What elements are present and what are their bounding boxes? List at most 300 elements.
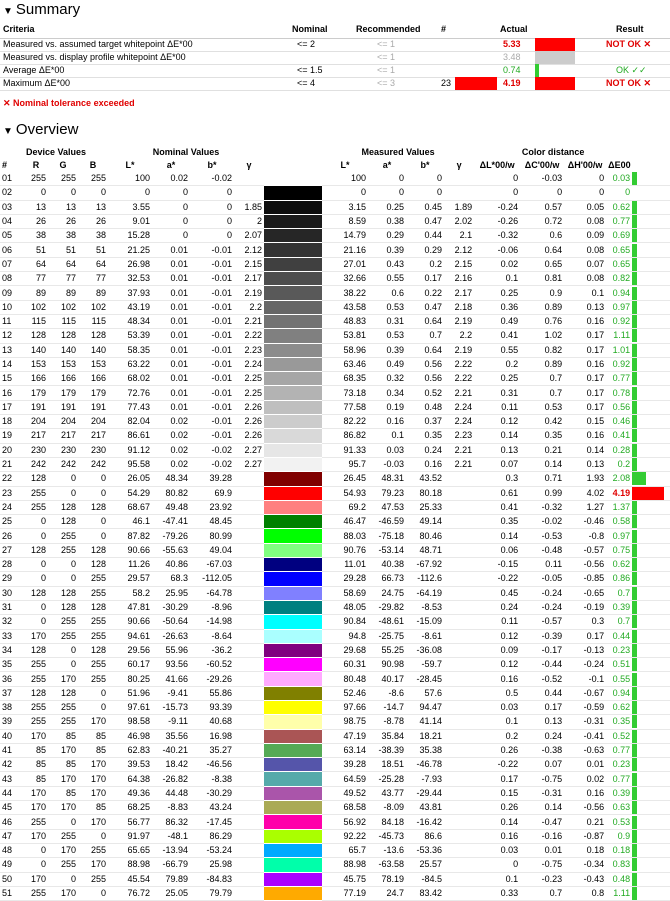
delta-e-bar bbox=[632, 887, 637, 900]
delta-h-cell: -0.43 bbox=[564, 872, 606, 886]
nominal-a-cell: -79.26 bbox=[152, 529, 190, 543]
color-swatch-cell bbox=[264, 658, 322, 672]
color-swatch bbox=[264, 215, 322, 228]
measured-b-cell: 0.64 bbox=[406, 343, 444, 357]
b-cell: 140 bbox=[78, 343, 108, 357]
criteria-label: Measured vs. display profile whitepoint ΔE*00 bbox=[3, 52, 186, 62]
nominal-gamma-cell bbox=[234, 472, 264, 486]
color-swatch bbox=[264, 243, 322, 256]
measured-a-cell: 48.31 bbox=[368, 472, 406, 486]
delta-c-cell: 0.6 bbox=[520, 229, 564, 243]
r-cell: 255 bbox=[24, 658, 48, 672]
b-cell: 191 bbox=[78, 400, 108, 414]
delta-e-bar-cell bbox=[632, 400, 670, 414]
delta-c-cell: 0.89 bbox=[520, 357, 564, 371]
nominal-l-cell: 94.61 bbox=[108, 629, 152, 643]
nominal-gamma-cell: 2.21 bbox=[234, 314, 264, 328]
result-value: NOT OK ✕ bbox=[606, 39, 652, 49]
delta-e-cell: 1.11 bbox=[606, 886, 632, 900]
color-swatch bbox=[264, 544, 322, 557]
nominal-l-cell: 65.65 bbox=[108, 843, 152, 857]
color-swatch bbox=[264, 301, 322, 314]
delta-c-cell: -0.31 bbox=[520, 786, 564, 800]
delta-l-cell: -0.22 bbox=[474, 758, 520, 772]
color-swatch bbox=[264, 501, 322, 514]
measured-b-cell: -28.45 bbox=[406, 672, 444, 686]
delta-e-bar bbox=[632, 844, 637, 857]
nominal-l-cell: 90.66 bbox=[108, 615, 152, 629]
delta-l-cell: 0.2 bbox=[474, 729, 520, 743]
nominal-a-cell: 79.89 bbox=[152, 872, 190, 886]
g-cell: 255 bbox=[48, 172, 78, 186]
measured-gamma-cell bbox=[444, 829, 474, 843]
delta-c-cell: 1.02 bbox=[520, 329, 564, 343]
measured-gamma-cell: 2.19 bbox=[444, 343, 474, 357]
measured-gamma-cell: 2.21 bbox=[444, 457, 474, 471]
nominal-b-cell: -30.29 bbox=[190, 786, 234, 800]
collapse-triangle-icon[interactable]: ▼ bbox=[3, 126, 13, 137]
table-row bbox=[0, 500, 670, 514]
r-cell: 85 bbox=[24, 758, 48, 772]
table-row bbox=[0, 357, 670, 371]
delta-e-bar bbox=[632, 587, 637, 600]
measured-b-cell: -67.92 bbox=[406, 558, 444, 572]
table-row bbox=[0, 486, 670, 500]
delta-e-bar-cell bbox=[632, 200, 670, 214]
delta-h-cell: 0 bbox=[564, 186, 606, 200]
patch-index: 12 bbox=[0, 329, 24, 343]
measured-l-cell: 60.31 bbox=[322, 658, 368, 672]
measured-a-cell: 0 bbox=[368, 186, 406, 200]
nominal-a-cell: -9.41 bbox=[152, 686, 190, 700]
table-row bbox=[0, 643, 670, 657]
table-row bbox=[0, 386, 670, 400]
delta-h-cell: -0.34 bbox=[564, 858, 606, 872]
nominal-a-cell: 80.82 bbox=[152, 486, 190, 500]
delta-h-column-header[interactable]: ΔH'00/w bbox=[567, 160, 603, 170]
table-row bbox=[0, 629, 670, 643]
measured-l-cell: 8.59 bbox=[322, 214, 368, 228]
delta-e-cell: 0.62 bbox=[606, 558, 632, 572]
delta-e-bar-column-header[interactable] bbox=[632, 159, 670, 172]
color-swatch-cell bbox=[264, 229, 322, 243]
measured-gamma-cell bbox=[444, 858, 474, 872]
r-cell: 128 bbox=[24, 643, 48, 657]
measured-gamma-cell bbox=[444, 643, 474, 657]
table-row bbox=[0, 229, 670, 243]
r-cell: 217 bbox=[24, 429, 48, 443]
delta-e-bar-cell bbox=[632, 486, 670, 500]
overview-table bbox=[0, 146, 670, 901]
nominal-a-cell: 44.48 bbox=[152, 786, 190, 800]
delta-e-bar-cell bbox=[632, 829, 670, 843]
actual-bar bbox=[535, 38, 575, 51]
color-swatch bbox=[264, 429, 322, 442]
nominal-gamma-cell: 2.2 bbox=[234, 300, 264, 314]
delta-e-bar bbox=[632, 444, 637, 457]
measured-gamma-cell bbox=[444, 472, 474, 486]
delta-e-bar bbox=[632, 873, 637, 886]
delta-l-cell: 0.55 bbox=[474, 343, 520, 357]
nominal-l-cell: 62.83 bbox=[108, 743, 152, 757]
measured-b-cell: 0.35 bbox=[406, 429, 444, 443]
b-column-header[interactable]: B bbox=[89, 160, 97, 170]
color-swatch bbox=[264, 801, 322, 814]
delta-e-cell: 0.53 bbox=[606, 815, 632, 829]
measured-a-cell: 0.53 bbox=[368, 300, 406, 314]
nominal-l-cell: 53.39 bbox=[108, 329, 152, 343]
measured-b-cell: 0.29 bbox=[406, 243, 444, 257]
color-distance-header: Color distance bbox=[521, 147, 585, 157]
delta-c-cell: -0.75 bbox=[520, 858, 564, 872]
measured-gamma-column-header[interactable]: γ bbox=[456, 160, 462, 170]
delta-e-bar bbox=[632, 372, 637, 385]
measured-l-cell: 0 bbox=[322, 186, 368, 200]
nominal-a-cell: 0 bbox=[152, 214, 190, 228]
color-swatch bbox=[264, 186, 322, 199]
measured-l-cell: 77.19 bbox=[322, 886, 368, 900]
color-swatch-cell bbox=[264, 586, 322, 600]
color-swatch-cell bbox=[264, 600, 322, 614]
table-row bbox=[0, 257, 670, 271]
nominal-b-cell: -112.05 bbox=[190, 572, 234, 586]
delta-e-cell: 0.69 bbox=[606, 229, 632, 243]
table-row bbox=[0, 658, 670, 672]
nominal-a-cell: 86.32 bbox=[152, 815, 190, 829]
g-cell: 255 bbox=[48, 529, 78, 543]
delta-h-cell: -0.59 bbox=[564, 700, 606, 714]
nominal-gamma-cell bbox=[234, 586, 264, 600]
table-row bbox=[0, 558, 670, 572]
r-column-header[interactable]: R bbox=[32, 160, 40, 170]
delta-e-bar bbox=[632, 301, 637, 314]
patch-index: 09 bbox=[0, 286, 24, 300]
measured-gamma-cell bbox=[444, 872, 474, 886]
nominal-b-cell: -17.45 bbox=[190, 815, 234, 829]
color-swatch bbox=[264, 401, 322, 414]
overview-heading[interactable] bbox=[0, 120, 78, 140]
nominal-a-cell: -26.82 bbox=[152, 772, 190, 786]
nominal-b-cell: -8.38 bbox=[190, 772, 234, 786]
delta-l-cell: 0.25 bbox=[474, 372, 520, 386]
color-swatch bbox=[264, 772, 322, 785]
g-cell: 255 bbox=[48, 829, 78, 843]
measured-a-column-header[interactable]: a* bbox=[382, 160, 392, 170]
nominal-b-column-header[interactable]: b* bbox=[207, 160, 217, 170]
measured-l-cell: 29.68 bbox=[322, 643, 368, 657]
g-cell: 140 bbox=[48, 343, 78, 357]
g-column-header[interactable]: G bbox=[59, 160, 67, 170]
measured-l-cell: 86.82 bbox=[322, 429, 368, 443]
measured-a-cell: 40.17 bbox=[368, 672, 406, 686]
table-row bbox=[0, 372, 670, 386]
measured-gamma-cell bbox=[444, 615, 474, 629]
delta-l-cell: 0.12 bbox=[474, 629, 520, 643]
measured-b-cell: 0.45 bbox=[406, 200, 444, 214]
nominal-l-cell: 77.43 bbox=[108, 400, 152, 414]
tolerance-warning: ✕ Nominal tolerance exceeded bbox=[3, 98, 135, 108]
delta-c-cell: -0.24 bbox=[520, 600, 564, 614]
color-swatch-cell bbox=[264, 572, 322, 586]
color-swatch bbox=[264, 286, 322, 299]
patch-index: 45 bbox=[0, 801, 24, 815]
nominal-a-cell: -9.11 bbox=[152, 715, 190, 729]
nominal-a-cell: 0.02 bbox=[152, 443, 190, 457]
table-row bbox=[0, 300, 670, 314]
g-cell: 0 bbox=[48, 186, 78, 200]
b-cell: 170 bbox=[78, 815, 108, 829]
r-cell: 26 bbox=[24, 214, 48, 228]
delta-h-cell: -0.85 bbox=[564, 572, 606, 586]
nominal-a-cell: 0.02 bbox=[152, 172, 190, 186]
delta-e-bar bbox=[632, 744, 637, 757]
r-cell: 77 bbox=[24, 272, 48, 286]
delta-c-cell: -0.38 bbox=[520, 743, 564, 757]
measured-b-cell: -8.61 bbox=[406, 629, 444, 643]
nominal-a-cell: 40.86 bbox=[152, 558, 190, 572]
actual-bar bbox=[535, 77, 575, 90]
patch-index: 03 bbox=[0, 200, 24, 214]
nominal-gamma-cell bbox=[234, 886, 264, 900]
patch-index: 02 bbox=[0, 186, 24, 200]
collapse-triangle-icon[interactable]: ▼ bbox=[3, 6, 13, 17]
measured-b-column-header[interactable]: b* bbox=[420, 160, 430, 170]
color-swatch-cell bbox=[264, 629, 322, 643]
delta-c-cell: 0.14 bbox=[520, 457, 564, 471]
r-cell: 255 bbox=[24, 700, 48, 714]
criteria-label: Maximum ΔE*00 bbox=[3, 78, 71, 88]
nominal-l-column-header[interactable]: L* bbox=[125, 160, 135, 170]
delta-e-bar bbox=[632, 201, 637, 214]
patch-index: 06 bbox=[0, 243, 24, 257]
table-row bbox=[0, 329, 670, 343]
measured-l-cell: 88.98 bbox=[322, 858, 368, 872]
measured-l-cell: 65.7 bbox=[322, 843, 368, 857]
r-cell: 0 bbox=[24, 615, 48, 629]
table-row bbox=[0, 172, 670, 186]
nominal-a-cell: -48.1 bbox=[152, 829, 190, 843]
nominal-b-cell: 48.45 bbox=[190, 515, 234, 529]
nominal-a-column-header[interactable]: a* bbox=[166, 160, 176, 170]
delta-l-cell: 0.1 bbox=[474, 872, 520, 886]
delta-e-bar-cell bbox=[632, 586, 670, 600]
delta-e-cell: 0.46 bbox=[606, 415, 632, 429]
patch-index: 04 bbox=[0, 214, 24, 228]
measured-a-cell: 24.7 bbox=[368, 886, 406, 900]
g-cell: 128 bbox=[48, 515, 78, 529]
delta-c-column-header[interactable]: ΔC'00/w bbox=[524, 160, 560, 170]
color-swatch bbox=[264, 873, 322, 886]
summary-heading[interactable] bbox=[0, 0, 80, 20]
nominal-b-cell: -8.96 bbox=[190, 600, 234, 614]
g-cell: 128 bbox=[48, 686, 78, 700]
nominal-a-cell: 0.01 bbox=[152, 314, 190, 328]
r-cell: 85 bbox=[24, 772, 48, 786]
delta-e-cell: 0.52 bbox=[606, 729, 632, 743]
delta-e-cell: 0.51 bbox=[606, 658, 632, 672]
delta-e-bar-cell bbox=[632, 815, 670, 829]
count-header: # bbox=[441, 24, 447, 34]
color-swatch bbox=[264, 658, 322, 671]
measured-a-cell: 0.53 bbox=[368, 329, 406, 343]
delta-l-cell: 0.09 bbox=[474, 643, 520, 657]
nominal-l-cell: 29.57 bbox=[108, 572, 152, 586]
b-cell: 255 bbox=[78, 572, 108, 586]
delta-e-cell: 0.97 bbox=[606, 300, 632, 314]
delta-l-column-header[interactable]: ΔL*00/w bbox=[479, 160, 515, 170]
nominal-a-cell: 93.56 bbox=[152, 658, 190, 672]
delta-h-cell: 0.16 bbox=[564, 786, 606, 800]
color-swatch bbox=[264, 601, 322, 614]
measured-a-cell: 0.49 bbox=[368, 357, 406, 371]
delta-e-cell: 0.94 bbox=[606, 686, 632, 700]
nominal-a-cell: 25.95 bbox=[152, 586, 190, 600]
delta-e-bar-cell bbox=[632, 572, 670, 586]
measured-gamma-cell bbox=[444, 686, 474, 700]
color-swatch bbox=[264, 630, 322, 643]
nominal-l-cell: 32.53 bbox=[108, 272, 152, 286]
measured-l-cell: 27.01 bbox=[322, 257, 368, 271]
table-row bbox=[0, 829, 670, 843]
nominal-b-cell: 49.04 bbox=[190, 543, 234, 557]
measured-b-cell: 0.24 bbox=[406, 443, 444, 457]
summary-row bbox=[0, 77, 670, 91]
color-swatch-cell bbox=[264, 772, 322, 786]
measured-gamma-cell: 2.02 bbox=[444, 214, 474, 228]
color-swatch bbox=[264, 487, 322, 500]
measured-l-column-header[interactable]: L* bbox=[340, 160, 350, 170]
delta-l-cell: 0.41 bbox=[474, 329, 520, 343]
g-cell: 128 bbox=[48, 586, 78, 600]
measured-gamma-cell bbox=[444, 801, 474, 815]
r-cell: 128 bbox=[24, 586, 48, 600]
measured-b-cell: -36.08 bbox=[406, 643, 444, 657]
delta-e-bar bbox=[632, 558, 637, 571]
color-swatch-cell bbox=[264, 886, 322, 900]
delta-e-bar-cell bbox=[632, 858, 670, 872]
nominal-gamma-cell bbox=[234, 801, 264, 815]
delta-l-cell: 0.13 bbox=[474, 443, 520, 457]
delta-e-cell: 0.03 bbox=[606, 172, 632, 186]
measured-gamma-cell bbox=[444, 629, 474, 643]
measured-gamma-cell bbox=[444, 715, 474, 729]
nominal-a-cell: -66.79 bbox=[152, 858, 190, 872]
nominal-b-cell: -0.02 bbox=[190, 457, 234, 471]
g-cell: 85 bbox=[48, 786, 78, 800]
color-swatch-cell bbox=[264, 272, 322, 286]
b-cell: 170 bbox=[78, 772, 108, 786]
color-swatch-cell bbox=[264, 329, 322, 343]
delta-l-cell: 0.12 bbox=[474, 658, 520, 672]
measured-l-cell: 45.75 bbox=[322, 872, 368, 886]
r-cell: 0 bbox=[24, 843, 48, 857]
delta-e-bar-cell bbox=[632, 372, 670, 386]
color-swatch-cell bbox=[264, 715, 322, 729]
measured-l-cell: 69.2 bbox=[322, 500, 368, 514]
delta-l-cell: 0.1 bbox=[474, 272, 520, 286]
delta-h-cell: -0.41 bbox=[564, 729, 606, 743]
nominal-gamma-column-header[interactable]: γ bbox=[246, 160, 252, 170]
table-row bbox=[0, 672, 670, 686]
b-cell: 0 bbox=[78, 472, 108, 486]
patch-index: 10 bbox=[0, 300, 24, 314]
delta-l-cell: 0.03 bbox=[474, 700, 520, 714]
measured-a-cell: -46.59 bbox=[368, 515, 406, 529]
delta-c-cell: 0.53 bbox=[520, 400, 564, 414]
patch-index: 48 bbox=[0, 843, 24, 857]
delta-e-bar bbox=[632, 830, 637, 843]
delta-c-cell: 0.99 bbox=[520, 486, 564, 500]
delta-e-cell: 0.58 bbox=[606, 515, 632, 529]
nominal-l-cell: 11.26 bbox=[108, 558, 152, 572]
g-cell: 242 bbox=[48, 457, 78, 471]
measured-b-cell: 43.81 bbox=[406, 801, 444, 815]
delta-c-cell: 0.76 bbox=[520, 314, 564, 328]
table-row bbox=[0, 686, 670, 700]
nominal-a-cell: 0.01 bbox=[152, 329, 190, 343]
delta-h-cell: -0.63 bbox=[564, 743, 606, 757]
swatch-column-header[interactable] bbox=[264, 159, 322, 172]
b-cell: 0 bbox=[78, 186, 108, 200]
delta-e-cell: 0.86 bbox=[606, 572, 632, 586]
table-row bbox=[0, 457, 670, 471]
delta-e-bar bbox=[632, 401, 637, 414]
delta-h-cell: 0.13 bbox=[564, 300, 606, 314]
delta-c-cell: 0.17 bbox=[520, 700, 564, 714]
color-swatch bbox=[264, 329, 322, 342]
delta-h-cell: 0 bbox=[564, 172, 606, 186]
nominal-l-cell: 45.54 bbox=[108, 872, 152, 886]
b-cell: 217 bbox=[78, 429, 108, 443]
measured-a-cell: 55.25 bbox=[368, 643, 406, 657]
b-cell: 13 bbox=[78, 200, 108, 214]
nominal-gamma-cell bbox=[234, 529, 264, 543]
nominal-l-cell: 76.72 bbox=[108, 886, 152, 900]
b-cell: 128 bbox=[78, 558, 108, 572]
color-swatch bbox=[264, 358, 322, 371]
delta-c-cell: 0.72 bbox=[520, 214, 564, 228]
delta-h-cell: 1.27 bbox=[564, 500, 606, 514]
color-swatch bbox=[264, 887, 322, 900]
r-cell: 0 bbox=[24, 529, 48, 543]
color-swatch-cell bbox=[264, 257, 322, 271]
color-swatch-cell bbox=[264, 743, 322, 757]
g-cell: 255 bbox=[48, 629, 78, 643]
measured-gamma-cell bbox=[444, 658, 474, 672]
color-swatch bbox=[264, 730, 322, 743]
delta-l-cell: 0 bbox=[474, 172, 520, 186]
delta-e-column-header[interactable]: ΔE00 bbox=[608, 160, 631, 170]
nominal-a-cell: -55.63 bbox=[152, 543, 190, 557]
actual-value: 3.48 bbox=[503, 52, 521, 62]
delta-e-bar bbox=[632, 429, 637, 442]
delta-c-cell: -0.05 bbox=[520, 572, 564, 586]
patch-index: 25 bbox=[0, 515, 24, 529]
patch-index: 13 bbox=[0, 343, 24, 357]
color-swatch-cell bbox=[264, 400, 322, 414]
nominal-gamma-cell bbox=[234, 543, 264, 557]
index-column-header[interactable]: # bbox=[2, 160, 8, 170]
delta-l-cell: 0.2 bbox=[474, 357, 520, 371]
delta-e-cell: 0.41 bbox=[606, 429, 632, 443]
measured-l-cell: 98.75 bbox=[322, 715, 368, 729]
b-cell: 64 bbox=[78, 257, 108, 271]
nominal-b-cell: -0.01 bbox=[190, 243, 234, 257]
delta-e-bar bbox=[632, 287, 637, 300]
measured-a-cell: 0 bbox=[368, 172, 406, 186]
delta-l-cell: -0.22 bbox=[474, 572, 520, 586]
delta-c-cell: -0.16 bbox=[520, 829, 564, 843]
